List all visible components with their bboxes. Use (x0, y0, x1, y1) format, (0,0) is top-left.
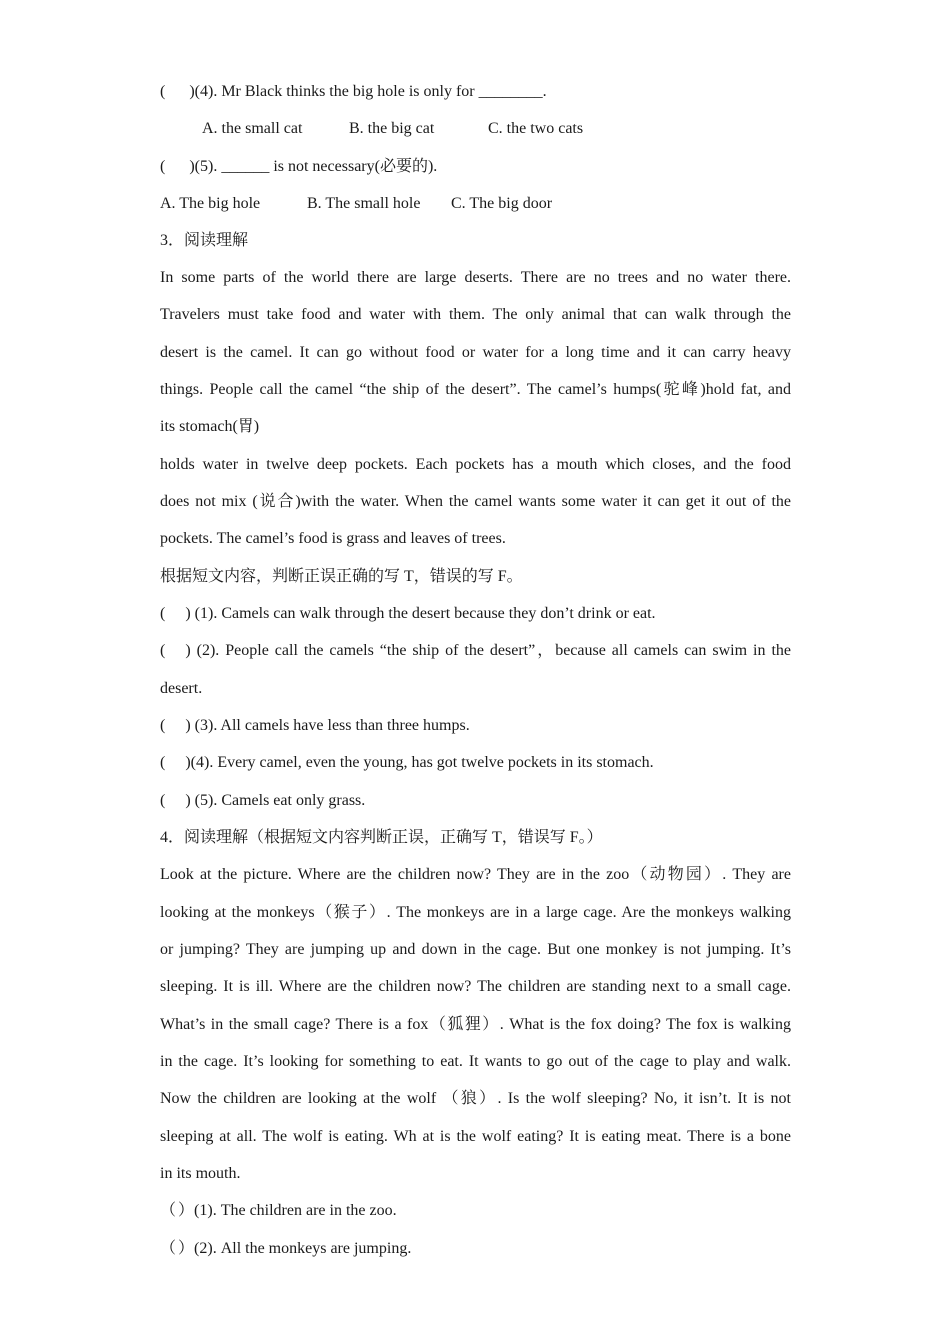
q2-item-5-options (160, 192, 791, 216)
answer-blank-open: ( (160, 642, 166, 659)
q3-passage-line: does not mix (说合)with the water. When the camel wants some water it can get it out of the (160, 493, 791, 510)
q3-item-2-continued: desert. (160, 680, 203, 697)
q4-passage-line: Look at the picture. Where are the children now? They are in the zoo（动物园）. They are (160, 866, 791, 883)
answer-blank-open: （ (160, 1240, 177, 1257)
q3-passage-line: In some parts of the world there are large deserts. There are no trees and no water there. (160, 269, 791, 286)
q3-passage-line: its stomach(胃) (160, 418, 260, 435)
answer-blank-open: ( (160, 83, 166, 100)
q2-item-4 (160, 80, 791, 104)
q2-item-5 (160, 155, 791, 179)
option-a: A. The big hole (160, 195, 261, 212)
answer-blank-open: （ (160, 1202, 177, 1219)
q4-passage-line: or jumping? They are jumping up and down in the cage. But one monkey is not jumping. It’s (160, 941, 791, 958)
q3-item-1-text: (1). Camels can walk through the desert because they don’t drink or eat. (190, 605, 656, 622)
q4-item-1-text: (1). The children are in the zoo. (194, 1202, 397, 1219)
option-a: A. the small cat (202, 120, 303, 137)
q4-item-1 (160, 1199, 791, 1223)
q3-instruction: 根据短文内容，判断正误正确的写 T，错误的写 F。 (160, 568, 523, 585)
q3-passage-line: Travelers must take food and water with them. The only animal that can walk through the (160, 306, 791, 323)
answer-blank-close: ) (185, 754, 191, 771)
option-c: C. The big door (451, 195, 553, 212)
q2-item-5-text: (5). ______ is not necessary(必要的). (194, 158, 438, 175)
answer-blank-close: ) (185, 717, 191, 734)
q3-heading: 3．阅读理解 (160, 232, 249, 249)
q2-item-4-options (160, 117, 791, 141)
answer-blank-open: ( (160, 158, 166, 175)
option-b: B. The small hole (307, 195, 421, 212)
q3-item-1 (160, 602, 791, 626)
q4-passage-line: in its mouth. (160, 1165, 241, 1182)
q3-item-3-text: (3). All camels have less than three humps. (190, 717, 470, 734)
q3-passage-line: desert is the camel. It can go without food or water for a long time and it can carry heavy (160, 344, 791, 361)
q4-passage-line: in the cage. It’s looking for something to eat. It wants to go out of the cage to play and walk. (160, 1053, 791, 1070)
option-c: C. the two cats (488, 120, 584, 137)
answer-blank-close: ) (189, 158, 195, 175)
answer-blank-close: ） (178, 1240, 195, 1257)
q4-passage-line: What’s in the small cage? There is a fox（狐狸）. What is the fox doing? The fox is walking (160, 1016, 791, 1033)
q4-heading: 4．阅读理解（根据短文内容判断正误，正确写 T，错误写 F。） (160, 829, 603, 846)
q3-passage-line: pockets. The camel’s food is grass and leaves of trees. (160, 530, 506, 547)
answer-blank-open: ( (160, 605, 166, 622)
q4-passage-line: sleeping at all. The wolf is eating. Wh at is the wolf eating? It is eating meat. There is a bone (160, 1128, 791, 1145)
q4-passage-line: Now the children are looking at the wolf （狼）. Is the wolf sleeping? No, it isn’t. It is not (160, 1090, 791, 1107)
q4-item-2 (160, 1237, 791, 1261)
answer-blank-open: ( (160, 792, 166, 809)
q4-passage-line: sleeping. It is ill. Where are the children now? The children are standing next to a small cage. (160, 978, 791, 995)
q3-passage-line: holds water in twelve deep pockets. Each pockets has a mouth which closes, and the food (160, 456, 791, 473)
answer-blank-close: ） (178, 1202, 195, 1219)
answer-blank-close: ) (185, 792, 191, 809)
option-b: B. the big cat (349, 120, 435, 137)
q2-item-4-text: (4). Mr Black thinks the big hole is only for ________. (194, 83, 547, 100)
q3-passage-line: things. People call the camel “the ship of the desert”. The camel’s humps(驼峰)hold fat, and (160, 381, 791, 398)
answer-blank-open: ( (160, 717, 166, 734)
q3-item-5-text: (5). Camels eat only grass. (190, 792, 366, 809)
q3-item-5 (160, 789, 791, 813)
q3-item-4-text: (4). Every camel, even the young, has got twelve pockets in its stomach. (190, 754, 654, 771)
answer-blank-close: ) (185, 605, 191, 622)
answer-blank-close: ) (189, 83, 195, 100)
q4-passage-line: looking at the monkeys（猴子）. The monkeys are in a large cage. Are the monkeys walking (160, 904, 791, 921)
q3-item-2 (160, 639, 791, 663)
q4-item-2-text: (2). All the monkeys are jumping. (194, 1240, 412, 1257)
answer-blank-close: ) (185, 642, 191, 659)
q3-item-2-text: (2). People call the camels “the ship of the desert”，because all camels can swim in the (190, 642, 791, 659)
q3-item-4 (160, 751, 791, 775)
q3-item-3 (160, 714, 791, 738)
answer-blank-open: ( (160, 754, 166, 771)
